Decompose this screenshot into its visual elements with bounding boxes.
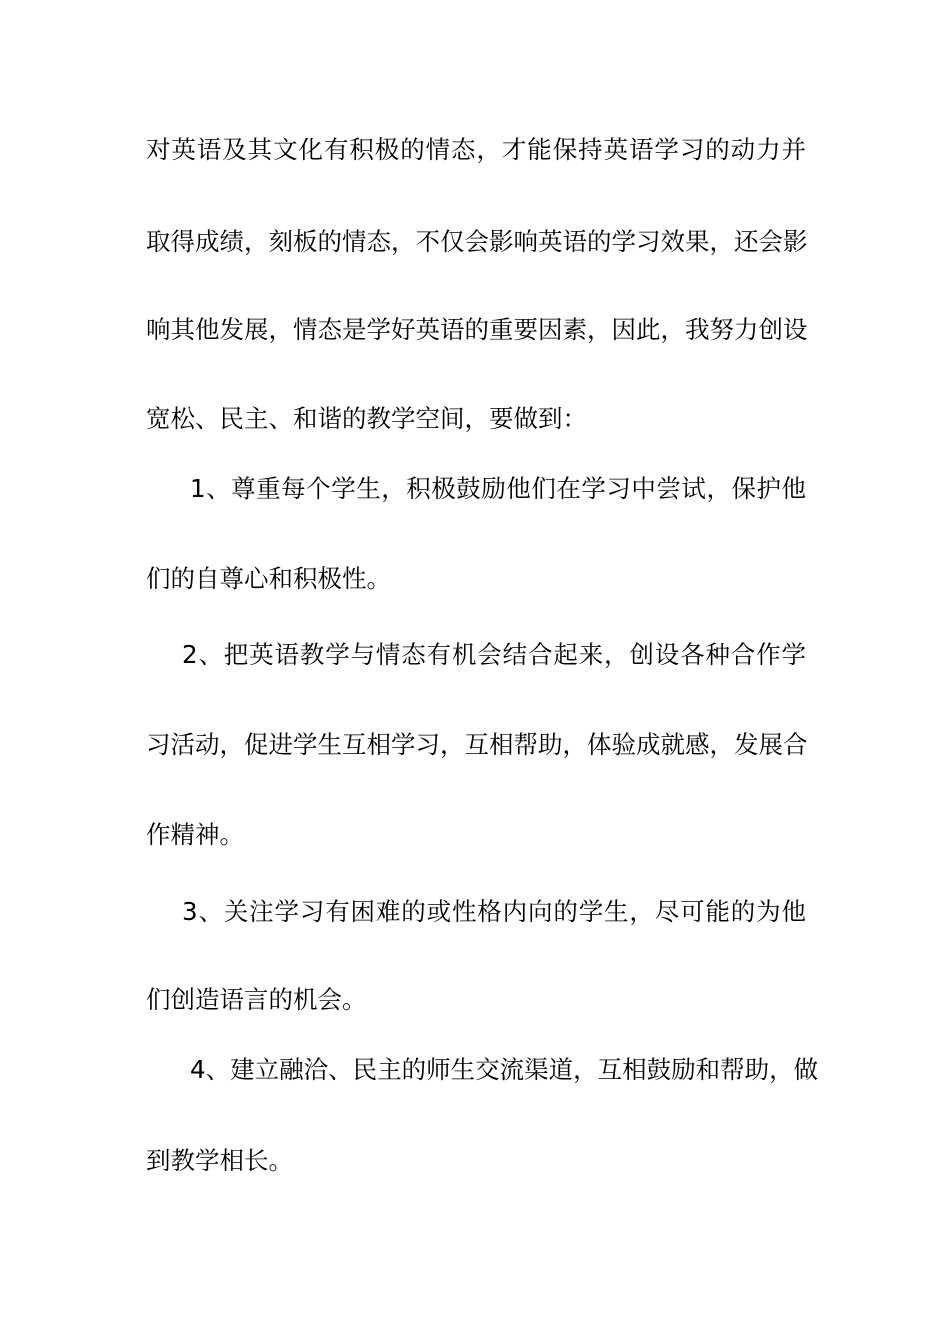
paragraph-3-line-1: 2、把英语教学与情态有机会结合起来，创设各种合作学 bbox=[182, 640, 806, 669]
paragraph-4-line-1: 3、关注学习有困难的或性格内向的学生，尽可能的为他 bbox=[182, 897, 806, 926]
paragraph-4-line-2: 们创造语言的机会。 bbox=[146, 985, 367, 1014]
paragraph-2-line-2: 们的自尊心和积极性。 bbox=[146, 564, 391, 593]
paragraph-5-line-2: 到教学相长。 bbox=[146, 1146, 293, 1175]
paragraph-2-line-1: 1、尊重每个学生，积极鼓励他们在学习中尝试，保护他 bbox=[190, 474, 806, 503]
paragraph-3-line-2: 习活动，促进学生互相学习，互相帮助，体验成就感，发展合 bbox=[146, 730, 808, 759]
paragraph-1-line-1: 对英语及其文化有积极的情态，才能保持英语学习的动力并 bbox=[146, 135, 806, 164]
paragraph-1-line-3: 响其他发展，情态是学好英语的重要因素，因此，我努力创设 bbox=[146, 315, 808, 344]
paragraph-5-line-1: 4、建立融洽、民主的师生交流渠道，互相鼓励和帮助，做 bbox=[190, 1055, 819, 1084]
paragraph-3-line-3: 作精神。 bbox=[146, 820, 244, 849]
paragraph-1-line-2: 取得成绩，刻板的情态，不仅会影响英语的学习效果，还会影 bbox=[146, 227, 808, 256]
paragraph-1-line-4: 宽松、民主、和谐的教学空间，要做到： bbox=[146, 404, 587, 433]
